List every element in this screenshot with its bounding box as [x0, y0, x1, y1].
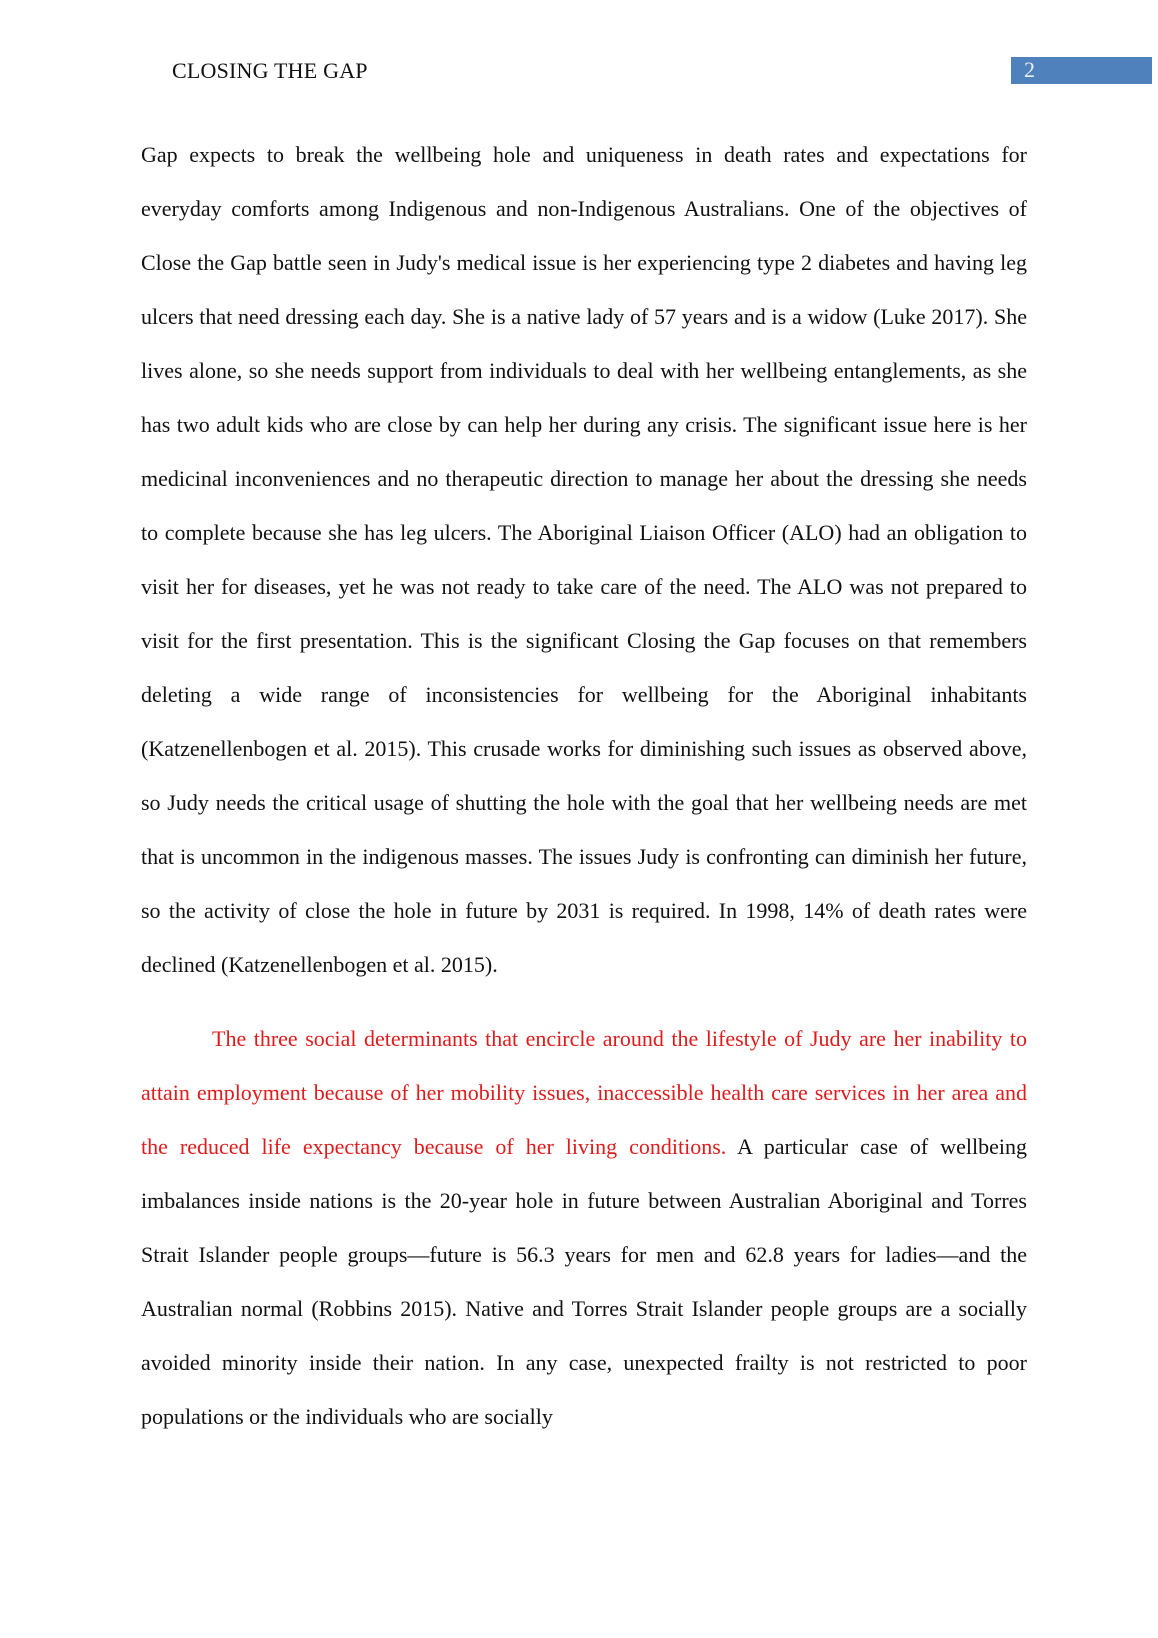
page-number: 2: [1024, 57, 1035, 82]
paragraph-1: Gap expects to break the wellbeing hole and uniqueness in death rates and expectations for everyday comforts among Indigenous and non-Indigenous Australians. One of the objectives of Close the Gap battle seen in Judy's medical issue is her experiencing type 2 diabetes and having leg ulcers that need dressing each day. She is a native lady of 57 years and is a widow (Luke 2017). She lives alone, so she needs support from individuals to deal with her wellbeing entanglements, as she has two adult kids who are close by can help her during any crisis. The significant issue here is her medicinal inconveniences and no therapeutic direction to manage her about the dressing she needs to complete because she has leg ulcers. The Aboriginal Liaison Officer (ALO) had an obligation to visit her for diseases, yet he was not ready to take care of the need. The ALO was not prepared to visit for the first presentation. This is the significant Closing the Gap focuses on that remembers deleting a wide range of inconsistencies for wellbeing for the Aboriginal inhabitants (Katzenellenbogen et al. 2015). This crusade works for diminishing such issues as observed above, so Judy needs the critical usage of shutting the hole with the goal that her wellbeing needs are met that is uncommon in the indigenous masses. The issues Judy is confronting can diminish her future, so the activity of close the hole in future by 2031 is required. In 1998, 14% of death rates were declined (Katzenellenbogen et al. 2015).: [141, 142, 1027, 977]
paragraph-2: [141, 1012, 1027, 1444]
document-body: [141, 128, 1027, 1444]
paragraph-2-continuation: A particular case of wellbeing imbalances inside nations is the 20-year hole in future between Australian Aboriginal and Torres Strait Islander people groups—future is 56.3 years for men and 62.8 years for ladies—and the Australian normal (Robbins 2015). Native and Torres Strait Islander people groups are a socially avoided minority inside their nation. In any case, unexpected frailty is not restricted to poor populations or the individuals who are socially: [141, 1134, 1027, 1429]
running-head: CLOSING THE GAP: [172, 58, 368, 83]
page-number-box: [1011, 57, 1152, 84]
highlighted-text: The three social determinants that encircle around the lifestyle of Judy are her inability to attain employment because of her mobility issues, inaccessible health care services in her area and the reduced life expectancy because of her living conditions.: [141, 1026, 1027, 1159]
